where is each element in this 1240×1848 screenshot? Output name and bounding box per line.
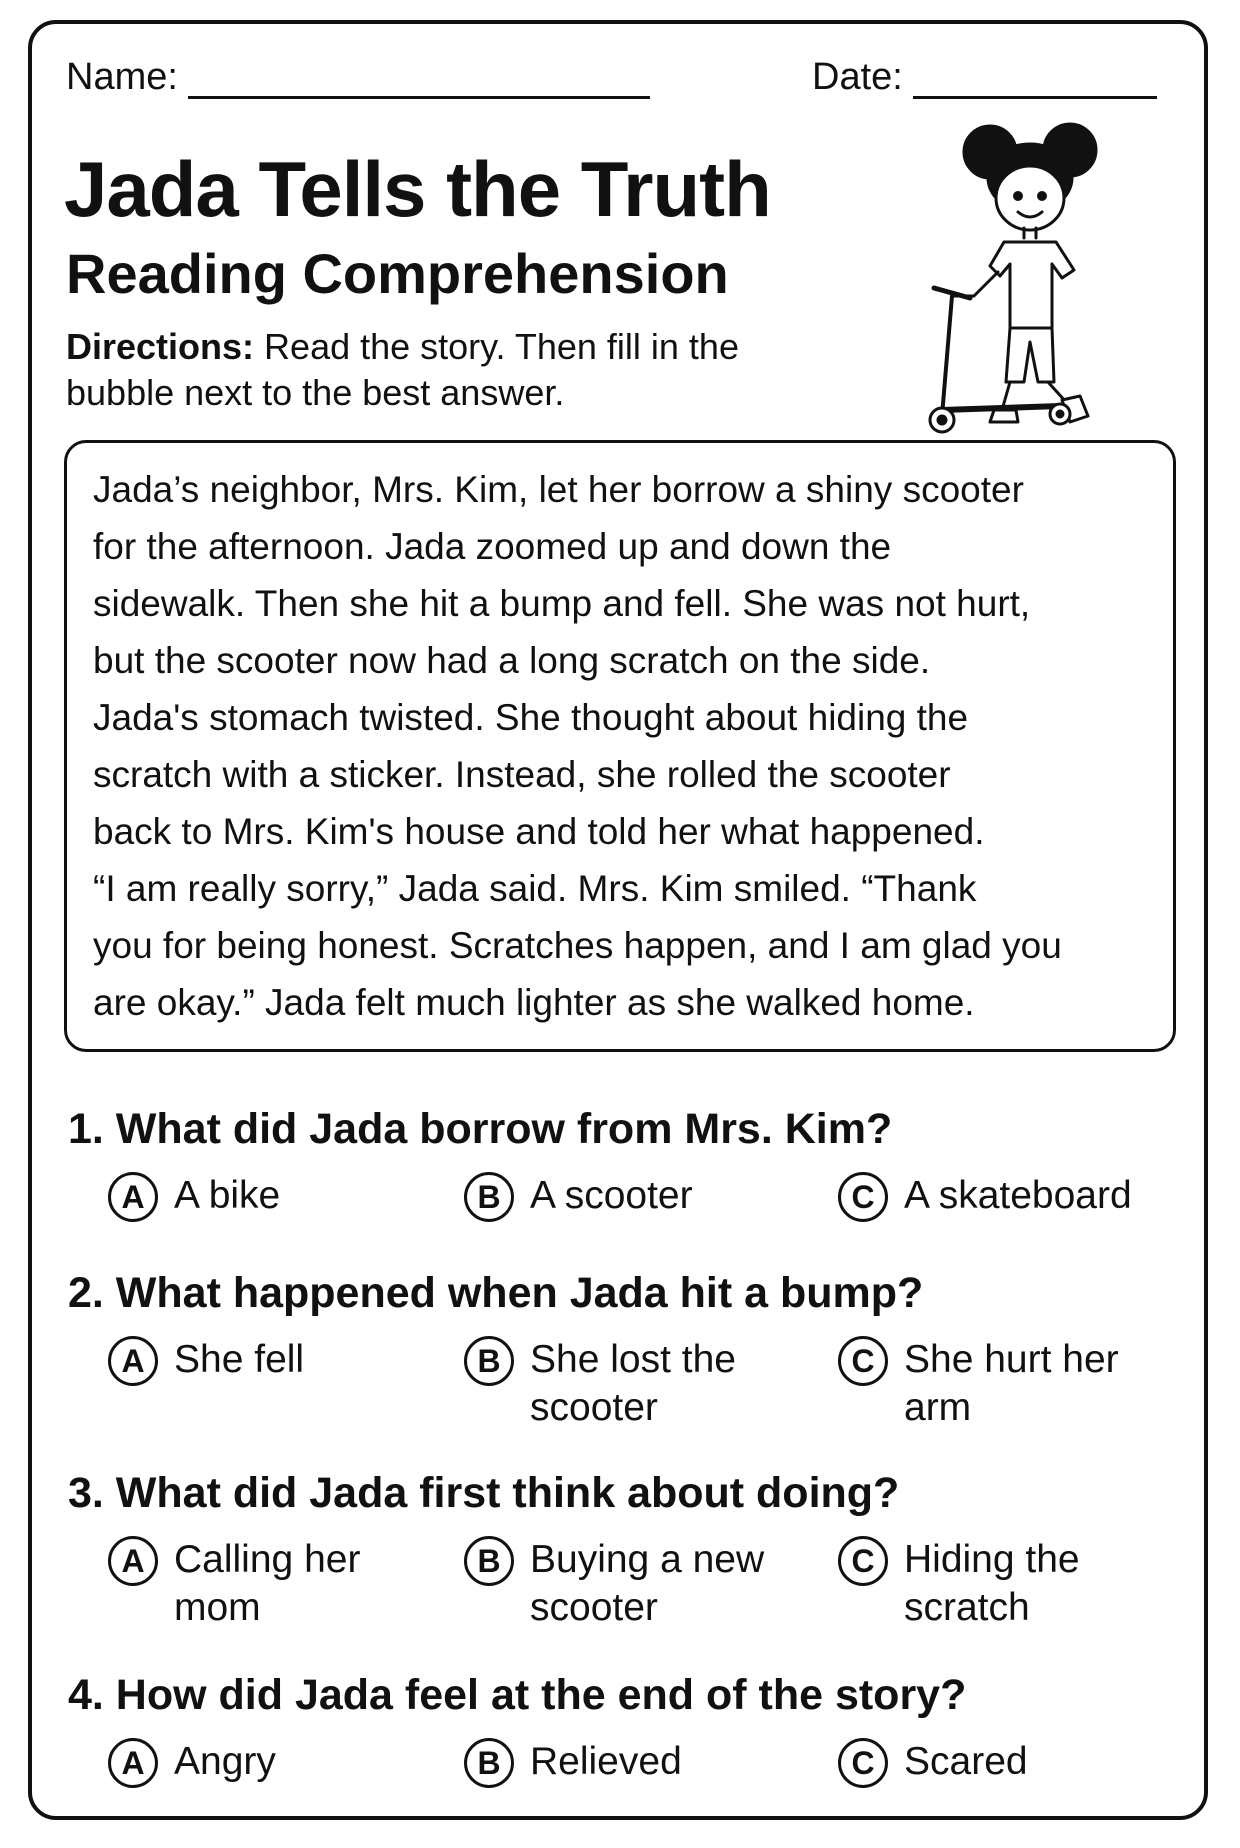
question-3 <box>68 1468 1168 1518</box>
question-4 <box>68 1670 1168 1720</box>
question-2-choice-c[interactable] <box>838 1336 1204 1432</box>
answer-bubble-b[interactable]: B <box>464 1536 514 1586</box>
answer-bubble-c[interactable]: C <box>838 1536 888 1586</box>
answer-bubble-c[interactable]: C <box>838 1738 888 1788</box>
question-1-choice-b[interactable] <box>464 1172 800 1222</box>
choice-text: She fell <box>174 1338 305 1381</box>
question-2-choice-b[interactable] <box>464 1336 800 1432</box>
choice-text: A bike <box>174 1174 281 1217</box>
answer-bubble-a[interactable]: A <box>108 1336 158 1386</box>
name-label: Name: <box>66 56 178 98</box>
worksheet-title: Jada Tells the Truth <box>64 145 771 233</box>
story-passage <box>64 440 1176 1052</box>
choice-text: Relieved <box>530 1740 682 1783</box>
directions-text-1: Read the story. Then fill in the <box>254 326 739 367</box>
question-2-choice-a[interactable] <box>108 1336 444 1386</box>
directions <box>66 324 866 416</box>
question-1-text: 1. What did Jada borrow from Mrs. Kim? <box>68 1105 893 1153</box>
story-line: Jada’s neighbor, Mrs. Kim, let her borrow a shiny scooter <box>93 469 1024 510</box>
story-line: back to Mrs. Kim's house and told her what happened. <box>93 811 985 852</box>
story-line: Jada's stomach twisted. She thought about hiding the <box>93 697 969 738</box>
choice-text: A scooter <box>530 1174 693 1217</box>
choice-text: A skateboard <box>904 1174 1132 1217</box>
answer-bubble-c[interactable]: C <box>838 1336 888 1386</box>
date-blank-line[interactable] <box>913 60 1157 99</box>
question-1 <box>68 1104 1168 1154</box>
question-4-choice-a[interactable] <box>108 1738 444 1788</box>
choice-text: She hurt her arm <box>904 1338 1119 1429</box>
question-3-choice-a[interactable] <box>108 1536 444 1632</box>
answer-bubble-b[interactable]: B <box>464 1172 514 1222</box>
answer-bubble-a[interactable]: A <box>108 1536 158 1586</box>
story-line: but the scooter now had a long scratch on the side. <box>93 640 931 681</box>
choice-text: Hiding the scratch <box>904 1538 1080 1629</box>
question-3-text: 3. What did Jada first think about doing? <box>68 1469 900 1517</box>
name-field <box>66 56 650 99</box>
choice-text: She lost the scooter <box>530 1338 736 1429</box>
question-4-choice-b[interactable] <box>464 1738 800 1788</box>
choice-text: Buying a new scooter <box>530 1538 765 1629</box>
choice-text: Calling her mom <box>174 1538 361 1629</box>
question-2-text: 2. What happened when Jada hit a bump? <box>68 1269 924 1317</box>
question-3-choice-c[interactable] <box>838 1536 1204 1632</box>
name-blank-line[interactable] <box>188 60 650 99</box>
story-line: “I am really sorry,” Jada said. Mrs. Kim smiled. “Thank <box>93 868 977 909</box>
date-label: Date: <box>812 56 903 98</box>
question-1-choice-a[interactable] <box>108 1172 444 1222</box>
answer-bubble-a[interactable]: A <box>108 1738 158 1788</box>
question-4-choice-c[interactable] <box>838 1738 1204 1788</box>
answer-bubble-b[interactable]: B <box>464 1738 514 1788</box>
story-line: for the afternoon. Jada zoomed up and down the <box>93 526 892 567</box>
question-3-choice-b[interactable] <box>464 1536 800 1632</box>
story-line: scratch with a sticker. Instead, she rolled the scooter <box>93 754 951 795</box>
girl-with-scooter-icon <box>920 120 1150 440</box>
question-4-text: 4. How did Jada feel at the end of the story? <box>68 1671 967 1719</box>
directions-label: Directions: <box>66 326 255 367</box>
question-2 <box>68 1268 1168 1318</box>
answer-bubble-a[interactable]: A <box>108 1172 158 1222</box>
worksheet-subtitle: Reading Comprehension <box>66 242 729 305</box>
answer-bubble-c[interactable]: C <box>838 1172 888 1222</box>
story-line: are okay.” Jada felt much lighter as she walked home. <box>93 982 975 1023</box>
answer-bubble-b[interactable]: B <box>464 1336 514 1386</box>
choice-text: Scared <box>904 1740 1028 1783</box>
date-field <box>812 56 1157 99</box>
question-1-choice-c[interactable] <box>838 1172 1204 1222</box>
directions-text-2: bubble next to the best answer. <box>66 372 565 413</box>
choice-text: Angry <box>174 1740 276 1783</box>
story-line: sidewalk. Then she hit a bump and fell. She was not hurt, <box>93 583 1031 624</box>
story-line: you for being honest. Scratches happen, and I am glad you <box>93 925 1062 966</box>
